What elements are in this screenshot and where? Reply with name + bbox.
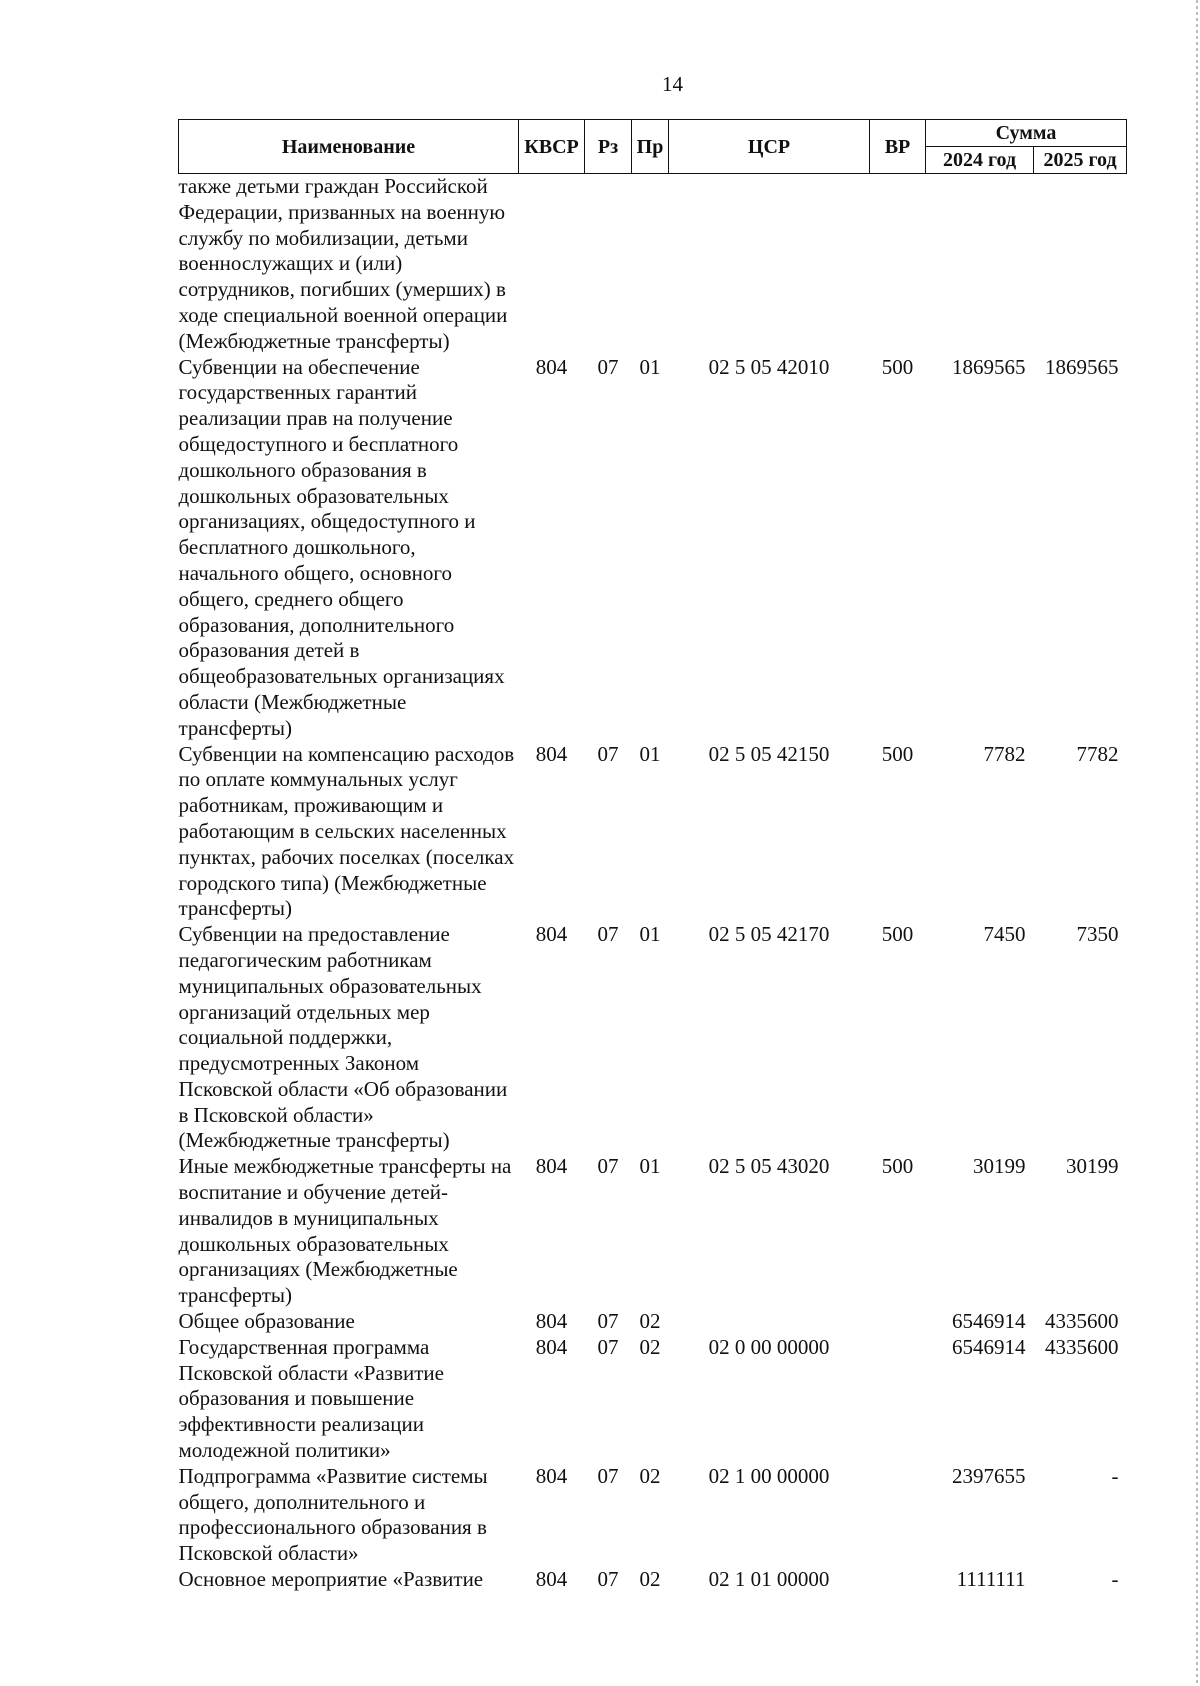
kvsr-cell: 804 [535, 1463, 568, 1488]
kvsr-cell: 804 [535, 1309, 568, 1334]
vr-cell: 500 [881, 922, 914, 947]
kvsr-cell: 804 [535, 1334, 568, 1359]
rz-cell: 07 [597, 354, 619, 379]
sum-2025-cell: 30199 [1066, 1154, 1119, 1179]
name-cell: Подпрограмма «Развитие системы общего, дополнительного и профессионального образования в Псковской области» [178, 1463, 488, 1566]
sum-2025-cell: 7350 [1076, 922, 1119, 947]
page-number: 14 [662, 72, 683, 96]
table-row [179, 1567, 1127, 1593]
name-cell: Общее образование [178, 1309, 355, 1334]
sum-2024-cell: 7450 [983, 922, 1026, 947]
pr-cell: 01 [639, 922, 661, 947]
kvsr-cell: 804 [535, 922, 568, 947]
header-kvsr: КВСР [519, 120, 585, 174]
sum-2024-cell: 1111111 [956, 1567, 1026, 1592]
sum-2025-cell: 4335600 [1045, 1334, 1119, 1359]
table-row [179, 1335, 1127, 1464]
csr-cell: 02 5 05 42170 [708, 922, 830, 947]
header-year-2024: 2024 год [926, 147, 1034, 174]
name-cell: Субвенции на обеспечение государственных гарантий реализации прав на получение общедоступного и бесплатного дошкольного образования в дошкольных образовательных организациях, общедоступного и бесплатного дошкольного, начального общего, основного общего, среднего общего образования, дополнительного образования детей в общеобразовательных организациях области (Межбюджетные трансферты) [178, 354, 505, 740]
table-row [179, 174, 1127, 355]
sum-2025-cell: - [1111, 1567, 1119, 1592]
rz-cell: 07 [597, 922, 619, 947]
csr-cell: 02 0 00 00000 [708, 1334, 830, 1359]
sum-2025-cell [1034, 174, 1127, 355]
sum-2025-cell: 4335600 [1045, 1309, 1119, 1334]
pr-cell: 01 [639, 354, 661, 379]
vr-cell [870, 174, 926, 355]
name-cell: также детьми граждан Российской Федерации, призванных на военную службу по мобилизации, детьми военнослужащих и (или) сотрудников, погибших (умерших) в ходе специальной военной операции (Межбюджетные трансферты) [178, 174, 508, 353]
sum-2024-cell: 7782 [983, 741, 1026, 766]
rz-cell [585, 174, 632, 355]
kvsr-cell [519, 174, 585, 355]
rz-cell: 07 [597, 741, 619, 766]
vr-cell [870, 1335, 926, 1464]
header-name: Наименование [179, 120, 519, 174]
vr-cell [870, 1309, 926, 1335]
sum-2025-cell: - [1111, 1463, 1119, 1488]
table-row [179, 355, 1127, 742]
vr-cell [870, 1464, 926, 1567]
sum-2024-cell: 6546914 [952, 1309, 1026, 1334]
header-sum: Сумма [926, 120, 1127, 147]
pr-cell [632, 174, 669, 355]
table-body [179, 174, 1127, 1593]
name-cell: Государственная программа Псковской области «Развитие образования и повышение эффективности реализации молодежной политики» [178, 1334, 444, 1463]
table-row [179, 922, 1127, 1154]
rz-cell: 07 [597, 1567, 619, 1592]
sum-2025-cell: 7782 [1076, 741, 1119, 766]
vr-cell: 500 [881, 741, 914, 766]
csr-cell [669, 174, 870, 355]
scan-edge [1196, 0, 1198, 1686]
rz-cell: 07 [597, 1463, 619, 1488]
sum-2024-cell: 6546914 [952, 1334, 1026, 1359]
pr-cell: 02 [639, 1309, 661, 1334]
sum-2024-cell: 1869565 [952, 354, 1026, 379]
sum-2025-cell: 1869565 [1045, 354, 1119, 379]
csr-cell: 02 5 05 42010 [708, 354, 830, 379]
pr-cell: 02 [639, 1463, 661, 1488]
table-row [179, 1154, 1127, 1309]
pr-cell: 01 [639, 1154, 661, 1179]
kvsr-cell: 804 [535, 354, 568, 379]
vr-cell: 500 [881, 354, 914, 379]
pr-cell: 02 [639, 1567, 661, 1592]
name-cell: Субвенции на компенсацию расходов по оплате коммунальных услуг работникам, проживающим и работающим в сельских населенных пунктах, рабочих поселках (поселках городского типа) (Межбюджетные трансферты) [178, 741, 515, 921]
sum-2024-cell: 2397655 [952, 1463, 1026, 1488]
sum-2024-cell: 30199 [973, 1154, 1026, 1179]
header-rz: Рз [585, 120, 632, 174]
csr-cell [669, 1309, 870, 1335]
kvsr-cell: 804 [535, 741, 568, 766]
kvsr-cell: 804 [535, 1567, 568, 1592]
name-cell: Основное мероприятие «Развитие [178, 1567, 484, 1592]
csr-cell: 02 5 05 43020 [708, 1154, 830, 1179]
rz-cell: 07 [597, 1309, 619, 1334]
csr-cell: 02 5 05 42150 [708, 741, 830, 766]
table-row [179, 1464, 1127, 1567]
header-year-2025: 2025 год [1034, 147, 1127, 174]
name-cell: Субвенции на предоставление педагогическим работникам муниципальных образовательных организаций отдельных мер социальной поддержки, предусмотренных Законом Псковской области «Об образовании в Псковской области» (Межбюджетные трансферты) [178, 922, 508, 1153]
header-pr: Пр [632, 120, 669, 174]
pr-cell: 01 [639, 741, 661, 766]
vr-cell: 500 [881, 1154, 914, 1179]
header-csr: ЦСР [669, 120, 870, 174]
csr-cell: 02 1 00 00000 [708, 1463, 830, 1488]
name-cell: Иные межбюджетные трансферты на воспитание и обучение детей-инвалидов в муниципальных дошкольных образовательных организациях (Межбюджетные трансферты) [178, 1154, 512, 1308]
vr-cell [870, 1567, 926, 1593]
csr-cell: 02 1 01 00000 [708, 1567, 830, 1592]
table-header [179, 120, 1127, 174]
rz-cell: 07 [597, 1154, 619, 1179]
sum-2024-cell [926, 174, 1034, 355]
table-row [179, 1309, 1127, 1335]
budget-table [178, 119, 1127, 1593]
kvsr-cell: 804 [535, 1154, 568, 1179]
pr-cell: 02 [639, 1334, 661, 1359]
rz-cell: 07 [597, 1334, 619, 1359]
header-vr: ВР [870, 120, 926, 174]
table-row [179, 742, 1127, 923]
